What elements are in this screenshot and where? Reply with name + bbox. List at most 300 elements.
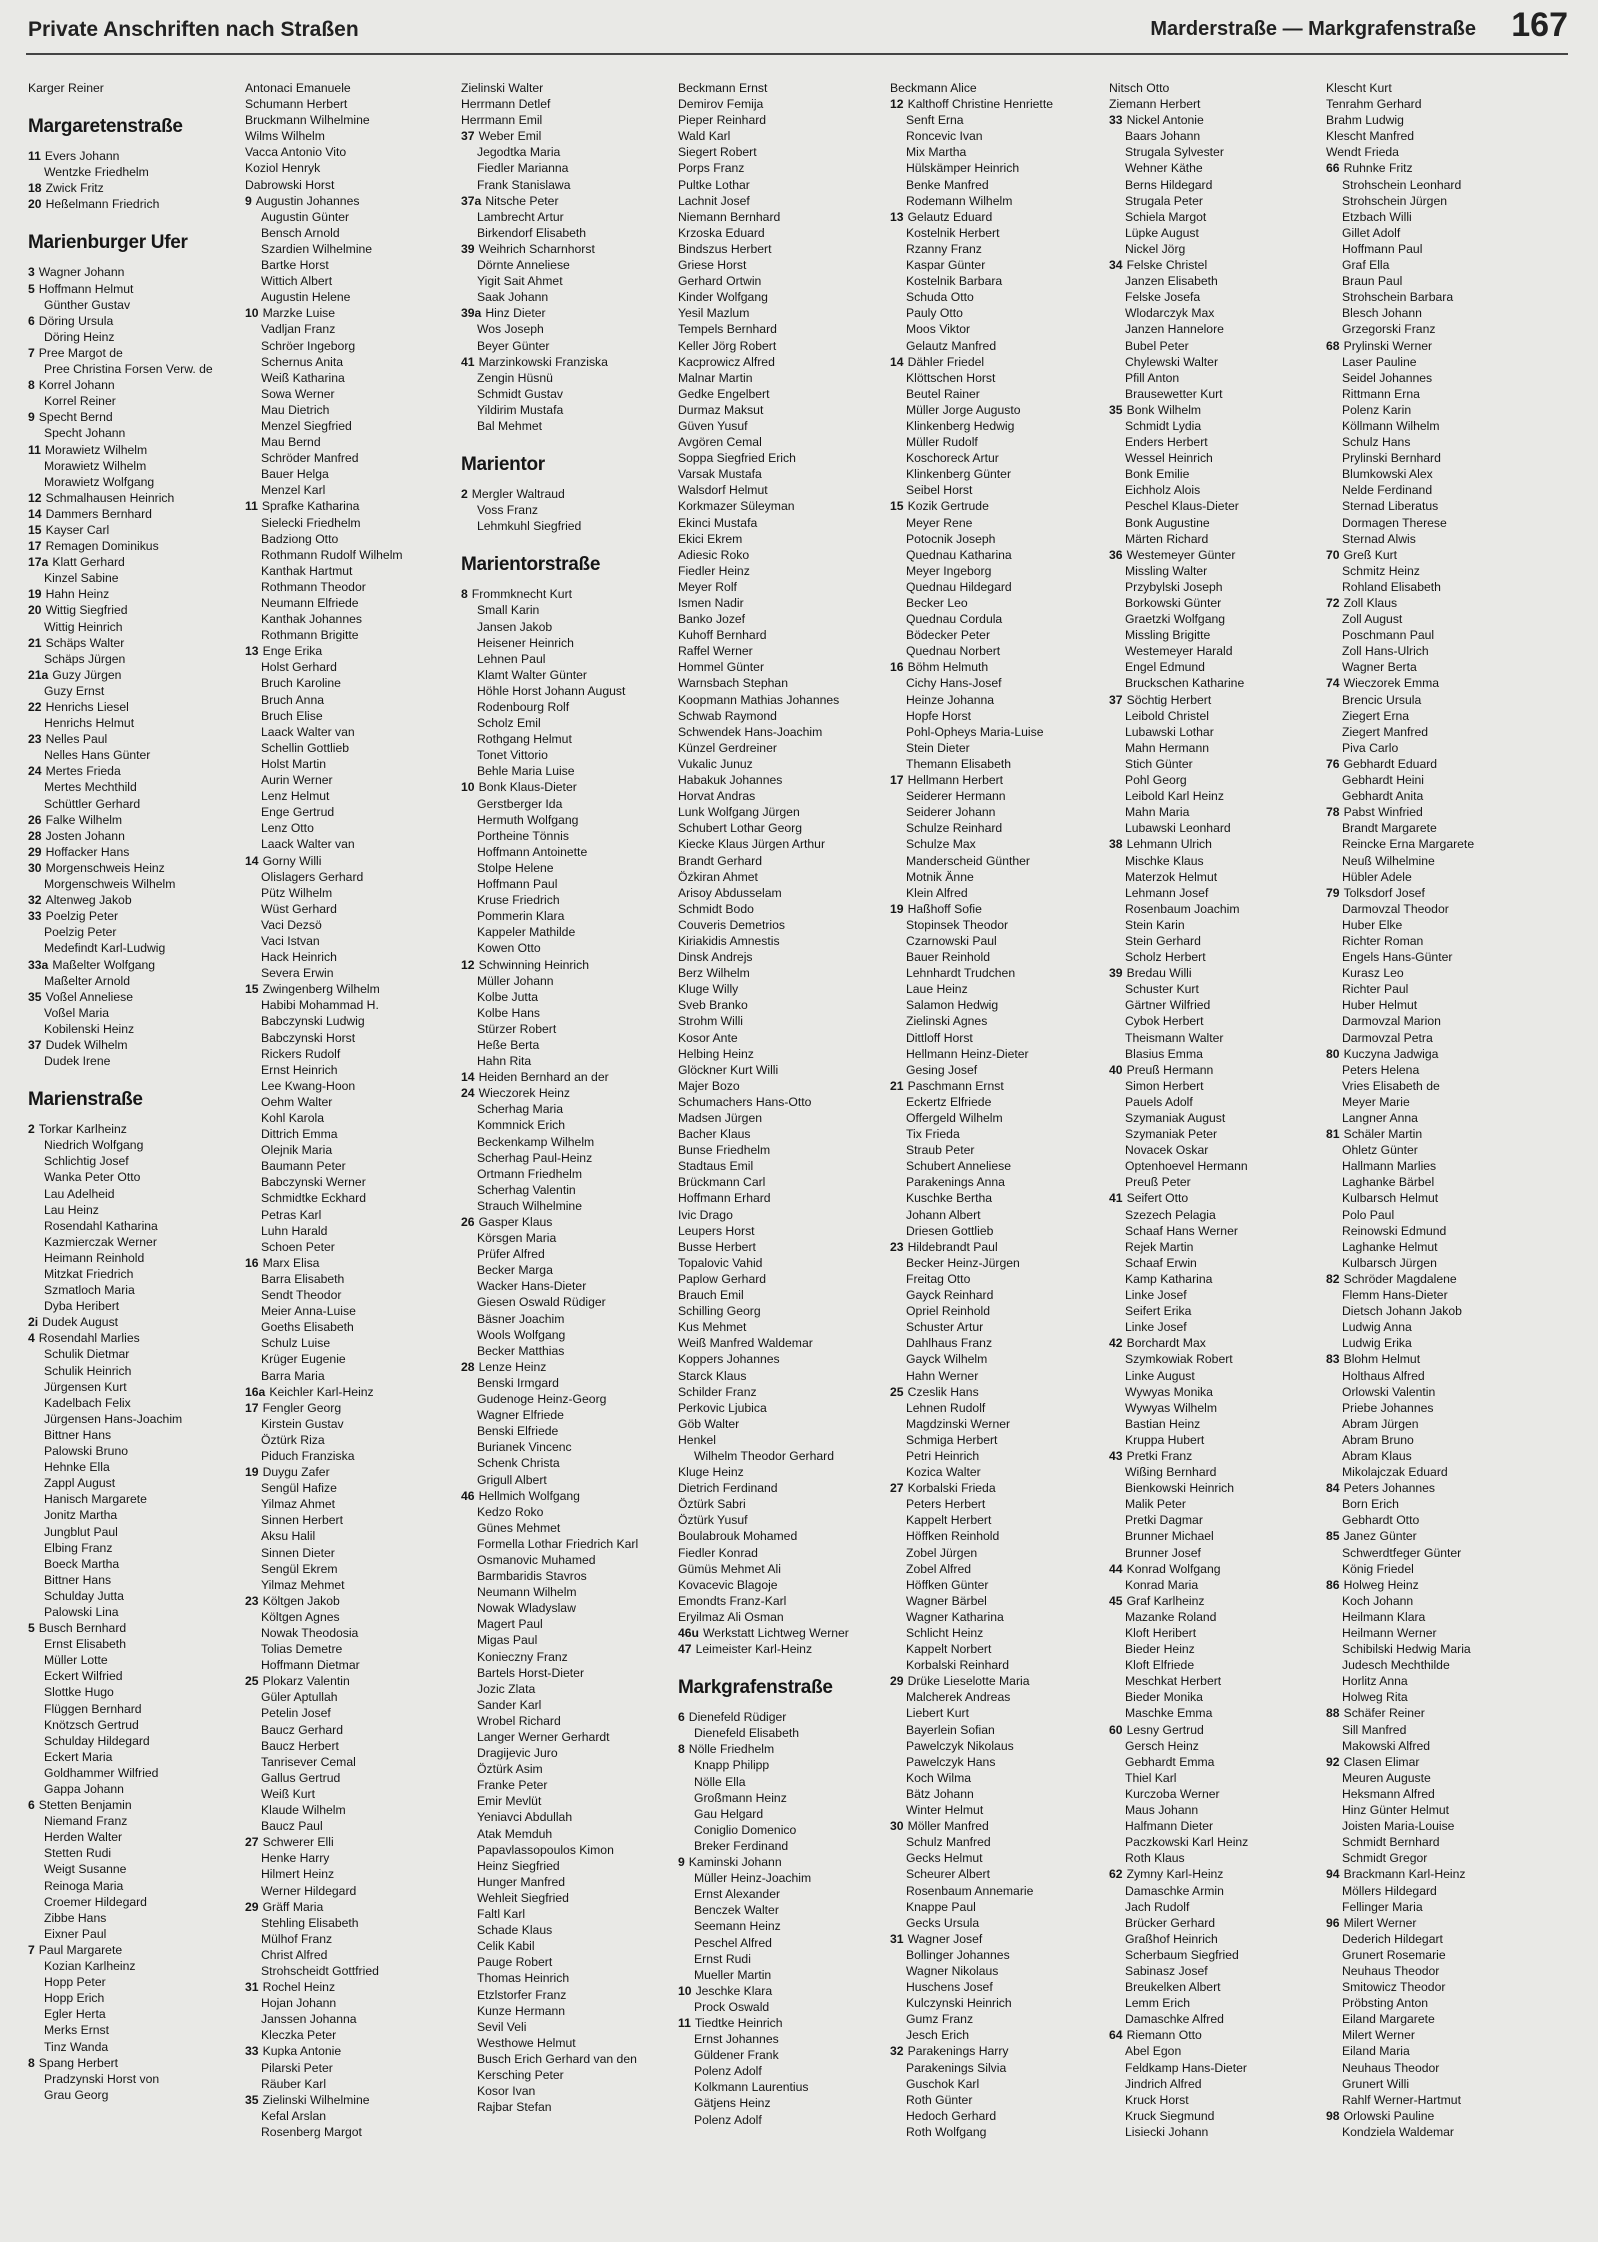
resident-name: Wittig Heinrich xyxy=(44,619,123,634)
resident-entry xyxy=(890,1126,1098,1142)
resident-entry xyxy=(890,1400,1098,1416)
resident-entry xyxy=(1326,1207,1534,1223)
resident-name: Wilms Wilhelm xyxy=(245,129,325,144)
resident-name: Yilmaz Mehmet xyxy=(261,1577,345,1592)
resident-entry xyxy=(890,933,1098,949)
resident-entry xyxy=(1109,450,1317,466)
resident-entry xyxy=(890,1496,1098,1512)
resident-name: Madsen Jürgen xyxy=(678,1111,763,1125)
resident-name: Dittloff Horst xyxy=(906,1030,973,1045)
resident-name: Schoen Peter xyxy=(261,1239,335,1254)
resident-name: Rzanny Franz xyxy=(906,241,982,256)
resident-entry xyxy=(678,1951,886,1967)
resident-name: Wilhelm Theodor Gerhard xyxy=(694,1448,834,1463)
resident-entry xyxy=(890,1883,1098,1899)
resident-name: Wagner Nikolaus xyxy=(906,1963,999,1978)
resident-name: Damaschke Armin xyxy=(1125,1883,1224,1898)
resident-entry xyxy=(1326,386,1534,402)
resident-name: Korrel Johann xyxy=(38,378,115,393)
resident-entry xyxy=(678,1013,886,1029)
resident-entry xyxy=(678,418,886,434)
resident-name: Themann Elisabeth xyxy=(906,756,1012,771)
resident-name: Zielinski Agnes xyxy=(906,1014,988,1029)
resident-entry xyxy=(245,1754,453,1770)
resident-name: Lenz Otto xyxy=(261,821,314,836)
resident-name: Seibel Horst xyxy=(906,483,973,498)
resident-entry xyxy=(678,2095,886,2111)
resident-entry xyxy=(245,193,453,209)
resident-name: Simon Herbert xyxy=(1125,1078,1204,1093)
resident-name: Elbing Franz xyxy=(44,1540,113,1555)
resident-entry xyxy=(245,289,453,305)
resident-entry xyxy=(1326,273,1534,289)
resident-entry xyxy=(1109,305,1317,321)
resident-entry xyxy=(890,756,1098,772)
resident-name: Mitzkat Friedrich xyxy=(44,1267,134,1281)
resident-entry xyxy=(1109,2011,1317,2027)
resident-name: Szardien Wilhelmine xyxy=(261,241,373,256)
resident-name: Engels Hans-Günter xyxy=(1342,950,1453,965)
resident-entry xyxy=(890,1158,1098,1174)
resident-name: Halfmann Dieter xyxy=(1125,1819,1214,1834)
resident-name: Kersching Peter xyxy=(477,2067,564,2082)
resident-name: Wagner Berta xyxy=(1342,660,1417,675)
resident-name: Ortmann Friedhelm xyxy=(477,1166,582,1181)
resident-name: Wrobel Richard xyxy=(477,1713,561,1728)
resident-entry xyxy=(245,1046,453,1062)
resident-entry xyxy=(28,1330,236,1346)
resident-name: Badziong Otto xyxy=(261,531,339,546)
resident-name: Dietrich Ferdinand xyxy=(678,1481,778,1496)
resident-name: Pfill Anton xyxy=(1125,370,1180,385)
resident-entry xyxy=(28,812,236,828)
resident-name: Busch Erich Gerhard van den xyxy=(477,2051,637,2066)
house-number: 9 xyxy=(28,410,35,425)
resident-name: Laack Walter van xyxy=(261,724,355,739)
resident-name: Barra Elisabeth xyxy=(261,1271,345,1286)
resident-name: Falke Wilhelm xyxy=(45,812,123,827)
resident-entry xyxy=(678,209,886,225)
resident-entry xyxy=(890,853,1098,869)
resident-name: Schwerer Elli xyxy=(262,1835,334,1850)
resident-name: Breker Ferdinand xyxy=(694,1838,789,1853)
resident-entry xyxy=(461,1182,669,1198)
resident-name: Weiß Katharina xyxy=(261,370,345,385)
resident-entry xyxy=(1326,1754,1534,1770)
resident-name: Stein Karin xyxy=(1125,917,1185,932)
resident-entry xyxy=(461,2035,669,2051)
resident-name: Knappe Paul xyxy=(906,1899,976,1914)
resident-entry xyxy=(1109,965,1317,981)
resident-name: Hopp Peter xyxy=(44,1975,106,1990)
resident-entry xyxy=(28,180,236,196)
resident-name: Becker Leo xyxy=(906,596,968,610)
resident-entry xyxy=(461,715,669,731)
resident-name: Korrel Reiner xyxy=(44,394,116,409)
resident-name: Brunner Michael xyxy=(1125,1529,1214,1544)
resident-entry xyxy=(1109,1866,1317,1882)
resident-entry xyxy=(28,989,236,1005)
resident-entry xyxy=(28,1507,236,1523)
resident-entry xyxy=(1326,354,1534,370)
resident-entry xyxy=(28,1749,236,1765)
resident-name: Schubert Anneliese xyxy=(906,1159,1012,1174)
resident-entry xyxy=(245,1625,453,1641)
resident-entry xyxy=(245,531,453,547)
resident-name: Gecks Ursula xyxy=(906,1915,980,1930)
resident-entry xyxy=(28,1829,236,1845)
house-number: 41 xyxy=(1109,1191,1123,1206)
resident-entry xyxy=(28,1053,236,1069)
resident-name: Opriel Reinhold xyxy=(906,1304,991,1319)
resident-name: Schellin Gottlieb xyxy=(261,740,350,755)
resident-entry xyxy=(1326,1818,1534,1834)
resident-entry xyxy=(245,2076,453,2092)
resident-entry xyxy=(245,2108,453,2124)
resident-entry xyxy=(1109,1432,1317,1448)
resident-entry xyxy=(1109,579,1317,595)
resident-entry xyxy=(461,1037,669,1053)
resident-entry xyxy=(678,1822,886,1838)
column-7 xyxy=(1326,80,1534,2140)
house-number: 27 xyxy=(890,1481,904,1496)
house-number: 39 xyxy=(461,241,475,256)
resident-name: Drüke Lieselotte Maria xyxy=(907,1674,1030,1689)
resident-entry xyxy=(1326,1384,1534,1400)
resident-name: Gebhardt Anita xyxy=(1342,789,1424,804)
resident-entry xyxy=(678,1384,886,1400)
resident-name: Zappl August xyxy=(44,1476,116,1491)
resident-entry xyxy=(1109,2027,1317,2043)
resident-name: Kostelnik Barbara xyxy=(906,274,1003,289)
resident-entry xyxy=(245,1899,453,1915)
resident-entry xyxy=(461,957,669,973)
resident-name: Wywyas Wilhelm xyxy=(1125,1400,1217,1415)
resident-name: Konrad Maria xyxy=(1125,1577,1199,1592)
resident-entry xyxy=(461,289,669,305)
resident-name: Damaschke Alfred xyxy=(1125,2012,1224,2027)
resident-entry xyxy=(461,386,669,402)
resident-entry xyxy=(1326,788,1534,804)
resident-name: Couveris Demetrios xyxy=(678,917,786,932)
resident-name: Yilmaz Ahmet xyxy=(261,1497,336,1512)
resident-entry xyxy=(1109,1754,1317,1770)
resident-name: Portheine Tönnis xyxy=(477,828,569,843)
resident-name: Lisiecki Johann xyxy=(1125,2124,1209,2139)
house-number: 29 xyxy=(245,1899,259,1914)
resident-entry xyxy=(245,997,453,1013)
resident-entry xyxy=(890,289,1098,305)
resident-entry xyxy=(1326,1078,1534,1094)
resident-name: Kayser Carl xyxy=(45,522,110,537)
resident-entry xyxy=(1326,321,1534,337)
resident-entry xyxy=(461,1021,669,1037)
resident-name: Zwingenberg Wilhelm xyxy=(262,982,380,997)
resident-name: Gerhard Ortwin xyxy=(678,274,762,289)
resident-name: Aksu Halil xyxy=(261,1529,316,1544)
house-number: 92 xyxy=(1326,1754,1340,1769)
resident-entry xyxy=(461,796,669,812)
resident-name: Quednau Katharina xyxy=(906,547,1012,562)
resident-entry xyxy=(245,241,453,257)
resident-name: Gorny Willi xyxy=(262,853,322,868)
resident-entry xyxy=(461,731,669,747)
resident-entry xyxy=(28,924,236,940)
resident-entry xyxy=(1326,1223,1534,1239)
resident-name: Eckert Maria xyxy=(44,1749,113,1764)
resident-entry xyxy=(1326,1464,1534,1480)
resident-entry xyxy=(890,997,1098,1013)
resident-entry xyxy=(245,869,453,885)
resident-entry xyxy=(461,1005,669,1021)
resident-name: Bieder Heinz xyxy=(1125,1642,1195,1657)
house-number: 70 xyxy=(1326,547,1340,562)
resident-entry xyxy=(1326,193,1534,209)
resident-entry xyxy=(678,981,886,997)
resident-entry xyxy=(28,1186,236,1202)
resident-name: Abram Bruno xyxy=(1342,1432,1414,1447)
resident-entry xyxy=(1326,756,1534,772)
resident-name: Marzinkowski Franziska xyxy=(478,354,608,369)
resident-name: Böhm Helmuth xyxy=(907,660,989,675)
resident-entry xyxy=(245,1464,453,1480)
resident-entry xyxy=(890,1351,1098,1367)
resident-entry xyxy=(28,2071,236,2087)
resident-name: Zoll August xyxy=(1342,612,1403,627)
resident-entry xyxy=(245,1062,453,1078)
resident-entry xyxy=(890,692,1098,708)
resident-entry xyxy=(245,1850,453,1866)
resident-entry xyxy=(678,1078,886,1094)
resident-entry xyxy=(1326,659,1534,675)
resident-name: Kloft Heribert xyxy=(1125,1626,1197,1640)
resident-name: Parakenings Harry xyxy=(907,2044,1009,2059)
resident-name: Pohl Georg xyxy=(1125,773,1187,788)
resident-name: Pradzynski Horst von xyxy=(44,2071,160,2086)
resident-entry xyxy=(890,2108,1098,2124)
resident-name: Wißing Bernhard xyxy=(1125,1465,1217,1480)
resident-name: Slottke Hugo xyxy=(44,1685,114,1700)
resident-entry xyxy=(1326,933,1534,949)
house-number: 33 xyxy=(1109,113,1123,128)
house-number: 2 xyxy=(461,487,468,502)
house-number: 31 xyxy=(245,1980,259,1995)
resident-entry xyxy=(461,305,669,321)
resident-entry xyxy=(1109,1770,1317,1786)
resident-entry xyxy=(245,498,453,514)
resident-entry xyxy=(678,1030,886,1046)
resident-entry xyxy=(1326,1126,1534,1142)
resident-name: Strohschein Jürgen xyxy=(1342,193,1448,208)
house-number: 80 xyxy=(1326,1046,1340,1061)
resident-entry xyxy=(890,643,1098,659)
resident-entry xyxy=(28,1556,236,1572)
resident-entry xyxy=(1109,482,1317,498)
house-number: 74 xyxy=(1326,676,1340,691)
resident-name: Schwerdtfeger Günter xyxy=(1342,1545,1462,1560)
resident-name: Hellmich Wolfgang xyxy=(478,1488,580,1503)
resident-entry xyxy=(245,1689,453,1705)
resident-name: Kruck Horst xyxy=(1125,2092,1189,2107)
resident-name: Brackmann Karl-Heinz xyxy=(1343,1867,1466,1882)
house-number: 11 xyxy=(678,2015,691,2030)
resident-entry xyxy=(1326,885,1534,901)
resident-name: Pree Margot de xyxy=(38,345,123,360)
resident-name: Schumann Herbert xyxy=(245,97,348,112)
resident-entry xyxy=(1109,1480,1317,1496)
house-number: 36 xyxy=(1109,547,1123,562)
resident-entry xyxy=(461,518,669,534)
resident-entry xyxy=(1326,949,1534,965)
resident-entry xyxy=(28,329,236,345)
resident-entry xyxy=(1326,144,1534,160)
resident-entry xyxy=(1109,595,1317,611)
resident-name: Meyer Rene xyxy=(906,515,973,530)
resident-name: Schmiga Herbert xyxy=(906,1432,998,1447)
resident-name: Hübler Adele xyxy=(1342,869,1412,884)
resident-name: Orlowski Valentin xyxy=(1342,1384,1436,1399)
resident-entry xyxy=(245,1126,453,1142)
resident-name: Korbalski Reinhard xyxy=(906,1658,1009,1673)
resident-name: Yildirim Mustafa xyxy=(477,402,564,417)
resident-entry xyxy=(461,1632,669,1648)
resident-entry xyxy=(28,196,236,212)
resident-entry xyxy=(461,1697,669,1713)
resident-name: Preuß Hermann xyxy=(1126,1062,1214,1077)
resident-entry xyxy=(678,1448,886,1464)
house-number: 12 xyxy=(461,957,475,972)
resident-entry xyxy=(245,965,453,981)
resident-entry xyxy=(245,1335,453,1351)
house-number: 9 xyxy=(678,1855,685,1870)
resident-entry xyxy=(890,1834,1098,1850)
resident-name: Koppers Johannes xyxy=(678,1352,780,1367)
resident-entry xyxy=(890,659,1098,675)
resident-name: Mueller Martin xyxy=(694,1967,772,1982)
resident-name: Bredau Willi xyxy=(1126,966,1192,981)
resident-name: Quednau Hildegard xyxy=(906,579,1012,594)
resident-name: Abram Klaus xyxy=(1342,1448,1412,1463)
resident-name: Benski Elfriede xyxy=(477,1424,559,1439)
resident-name: Szymaniak August xyxy=(1125,1111,1226,1125)
resident-name: Gedke Engelbert xyxy=(678,386,770,401)
resident-entry xyxy=(678,112,886,128)
house-number: 11 xyxy=(28,442,41,457)
resident-name: Gräff Maria xyxy=(262,1899,324,1914)
resident-entry xyxy=(890,901,1098,917)
resident-name: Nowak Theodosia xyxy=(261,1626,359,1640)
resident-entry xyxy=(461,370,669,386)
house-number: 38 xyxy=(1109,837,1123,852)
resident-entry xyxy=(678,193,886,209)
resident-name: Bunse Friedhelm xyxy=(678,1143,771,1158)
resident-entry xyxy=(245,740,453,756)
resident-entry xyxy=(678,402,886,418)
resident-entry xyxy=(678,659,886,675)
resident-entry xyxy=(245,1190,453,1206)
resident-entry xyxy=(245,885,453,901)
resident-entry xyxy=(461,2019,669,2035)
resident-name: Müller Johann xyxy=(477,973,554,988)
resident-name: Quednau Norbert xyxy=(906,644,1001,659)
resident-entry xyxy=(461,1584,669,1600)
resident-entry xyxy=(678,1902,886,1918)
resident-entry xyxy=(1109,1593,1317,1609)
resident-entry xyxy=(1109,1335,1317,1351)
resident-name: Lenz Helmut xyxy=(261,789,330,804)
resident-name: Jansen Jakob xyxy=(477,619,553,634)
resident-entry xyxy=(890,1931,1098,1947)
resident-name: Ernst Alexander xyxy=(694,1887,781,1902)
resident-name: Müller Rudolf xyxy=(906,435,978,450)
resident-name: Hülskämper Heinrich xyxy=(906,161,1020,176)
resident-name: Szezech Pelagia xyxy=(1125,1207,1216,1222)
resident-entry xyxy=(245,1545,453,1561)
resident-name: Kurczoba Werner xyxy=(1125,1786,1220,1801)
resident-entry xyxy=(1109,901,1317,917)
resident-entry xyxy=(28,474,236,490)
resident-entry xyxy=(890,177,1098,193)
resident-name: Jindrich Alfred xyxy=(1125,2076,1202,2091)
resident-name: Stetten Rudi xyxy=(44,1846,112,1861)
resident-entry xyxy=(1326,1705,1534,1721)
resident-name: Bödecker Peter xyxy=(906,628,991,643)
resident-entry xyxy=(678,1625,886,1641)
resident-name: Neuhaus Theodor xyxy=(1342,1963,1440,1978)
resident-name: Bauer Reinhold xyxy=(906,950,991,965)
resident-entry xyxy=(1326,1625,1534,1641)
resident-entry xyxy=(461,128,669,144)
resident-entry xyxy=(28,1813,236,1829)
resident-name: Linke Josef xyxy=(1125,1288,1187,1303)
resident-name: Brahm Ludwig xyxy=(1326,113,1404,128)
resident-name: Herden Walter xyxy=(44,1830,123,1845)
resident-name: Korbalski Frieda xyxy=(907,1481,996,1496)
resident-name: Hoffmann Paul xyxy=(1342,241,1423,256)
resident-name: Jürgensen Hans-Joachim xyxy=(44,1411,183,1426)
resident-name: Peters Johannes xyxy=(1343,1481,1436,1496)
resident-entry xyxy=(28,1524,236,1540)
resident-entry xyxy=(245,1705,453,1721)
resident-entry xyxy=(28,1926,236,1942)
resident-entry xyxy=(461,177,669,193)
resident-entry xyxy=(1326,853,1534,869)
resident-entry xyxy=(678,1790,886,1806)
resident-entry xyxy=(890,370,1098,386)
resident-name: Schmitz Heinz xyxy=(1342,563,1420,578)
resident-name: Petras Karl xyxy=(261,1207,322,1222)
street-heading: Margaretenstraße xyxy=(28,116,183,138)
resident-name: Huschens Josef xyxy=(906,1980,993,1995)
resident-name: Krüger Eugenie xyxy=(261,1352,346,1367)
resident-name: Leimeister Karl-Heinz xyxy=(695,1642,813,1657)
resident-entry xyxy=(1109,2076,1317,2092)
house-number: 4 xyxy=(28,1331,35,1346)
resident-entry xyxy=(1109,531,1317,547)
resident-name: Peschel Alfred xyxy=(694,1935,772,1950)
house-number: 94 xyxy=(1326,1867,1340,1882)
resident-entry xyxy=(28,1540,236,1556)
resident-entry xyxy=(1109,804,1317,820)
resident-name: Henrichs Liesel xyxy=(45,700,129,714)
resident-name: Milert Werner xyxy=(1343,1915,1417,1930)
resident-entry xyxy=(678,1774,886,1790)
resident-entry xyxy=(28,1427,236,1443)
resident-name: Weihrich Scharnhorst xyxy=(478,241,595,256)
resident-entry xyxy=(28,1878,236,1894)
resident-entry xyxy=(245,1577,453,1593)
resident-name: Fiedler Konrad xyxy=(678,1545,758,1560)
